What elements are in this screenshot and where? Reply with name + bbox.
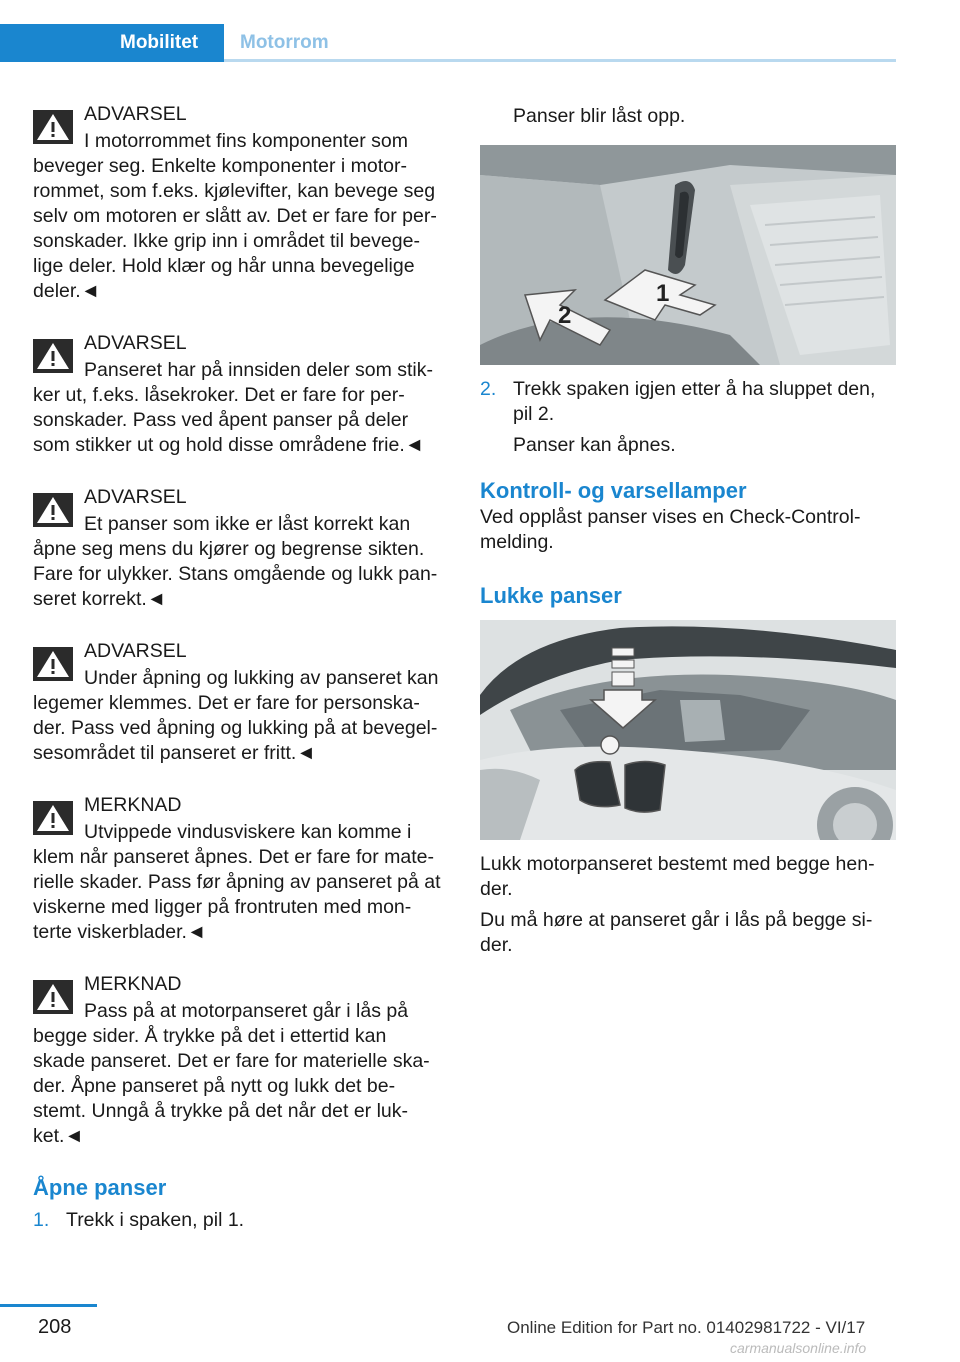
warning-title: ADVARSEL [84,332,187,354]
warning-list [33,100,443,1149]
warning-block [33,970,443,1149]
hood-release-illustration [480,145,896,365]
warning-text: Utvippede vindusviskere kan komme i klem når panseret åpnes. Det er fare for mate-rielle skader. Pass før åpning av panseret på at viskerne med ligger på frontruten med mon-terte viskerblader.◄ [33,821,441,943]
warning-text: Pass på at motorpanseret går i lås på begge sider. Å trykke på det i ettertid kan skade panseret. Det er fare for materielle ska-der. Åpne panseret på nytt og lukk det be-stemt. Unngå å trykke på det når det er luk-ket.◄ [33,1000,430,1147]
right-column [480,104,896,958]
open-hood-heading: Åpne panser [33,1175,167,1200]
warning-block [33,100,443,304]
left-column [33,100,443,1233]
step-2-number: 2. [480,378,497,400]
close-hood-figure [480,620,896,840]
chapter-tab-bar [0,0,960,62]
warning-block [33,483,443,612]
hood-release-figure [480,145,896,365]
arrow-1-label: 1 [656,280,670,307]
edition-text: Online Edition for Part no. 01402981722 - VI/17 [507,1318,866,1337]
warning-title: MERKNAD [84,973,182,995]
tab-underline [224,59,896,62]
warning-triangle-icon [33,801,73,835]
close-hood-illustration [480,620,896,840]
warning-triangle-icon [33,339,73,373]
warning-triangle-icon [33,493,73,527]
warning-title: ADVARSEL [84,103,187,125]
warning-triangle-icon [33,980,73,1014]
footer-accent-line [0,1304,97,1307]
control-lamps-heading: Kontroll- og varsellamper [480,478,747,503]
warning-text: Under åpning og lukking av panseret kan legemer klemmes. Det er fare for personska-der. Pass ved åpning og lukking på at bevegel-sesområdet til panseret er fritt.◄ [33,667,439,764]
warning-triangle-icon [33,110,73,144]
step-2-result: Panser kan åpnes. [513,434,676,456]
control-lamps-text: Ved opplåst panser vises en Check-Control-melding. [480,506,861,553]
watermark: carmanualsonline.info [730,1340,867,1356]
step-1-text: Trekk i spaken, pil 1. [66,1209,245,1231]
close-hood-para-2: Du må høre at panseret går i lås på begge si-der. [480,909,873,956]
warning-triangle-icon [33,647,73,681]
warning-text: Et panser som ikke er låst korrekt kan åpne seg mens du kjører og begrense sikten. Fare for ulykker. Stans omgående og lukk pan-seret korrekt.◄ [33,513,438,610]
warning-text: I motorrommet fins komponenter som beveger seg. Enkelte komponenter i motor-rommet, som f.eks. kjølevifter, kan bevege seg selv om motoren er slått av. Det er fare for per-sonskader. Ikke grip inn i området til bevege-lige deler. Hold klær og hår unna bevegelige deler.◄ [33,130,437,302]
step-1-number: 1. [33,1209,50,1231]
warning-block [33,637,443,766]
warning-title: ADVARSEL [84,486,187,508]
close-hood-para-1: Lukk motorpanseret bestemt med begge hen-der. [480,853,875,900]
tab-mobilitet[interactable]: Mobilitet [0,24,224,62]
tab-motorrom[interactable]: Motorrom [240,32,329,53]
step-2 [480,377,896,427]
warning-title: MERKNAD [84,794,182,816]
close-hood-heading: Lukke panser [480,583,622,608]
warning-block [33,329,443,458]
step-2-text: Trekk spaken igjen etter å ha sluppet den, pil 2. [513,378,876,425]
step-1 [33,1208,443,1233]
page-number: 208 [38,1316,72,1338]
warning-title: ADVARSEL [84,640,187,662]
warning-block [33,791,443,945]
warning-text: Panseret har på innsiden deler som stik-ker ut, f.eks. låsekroker. Det er fare for per-sonskader. Pass ved åpent panser på deler som stikker ut og hold disse områdene frie.◄ [33,359,434,456]
step-1-result: Panser blir låst opp. [513,105,686,127]
arrow-2-label: 2 [558,302,572,329]
